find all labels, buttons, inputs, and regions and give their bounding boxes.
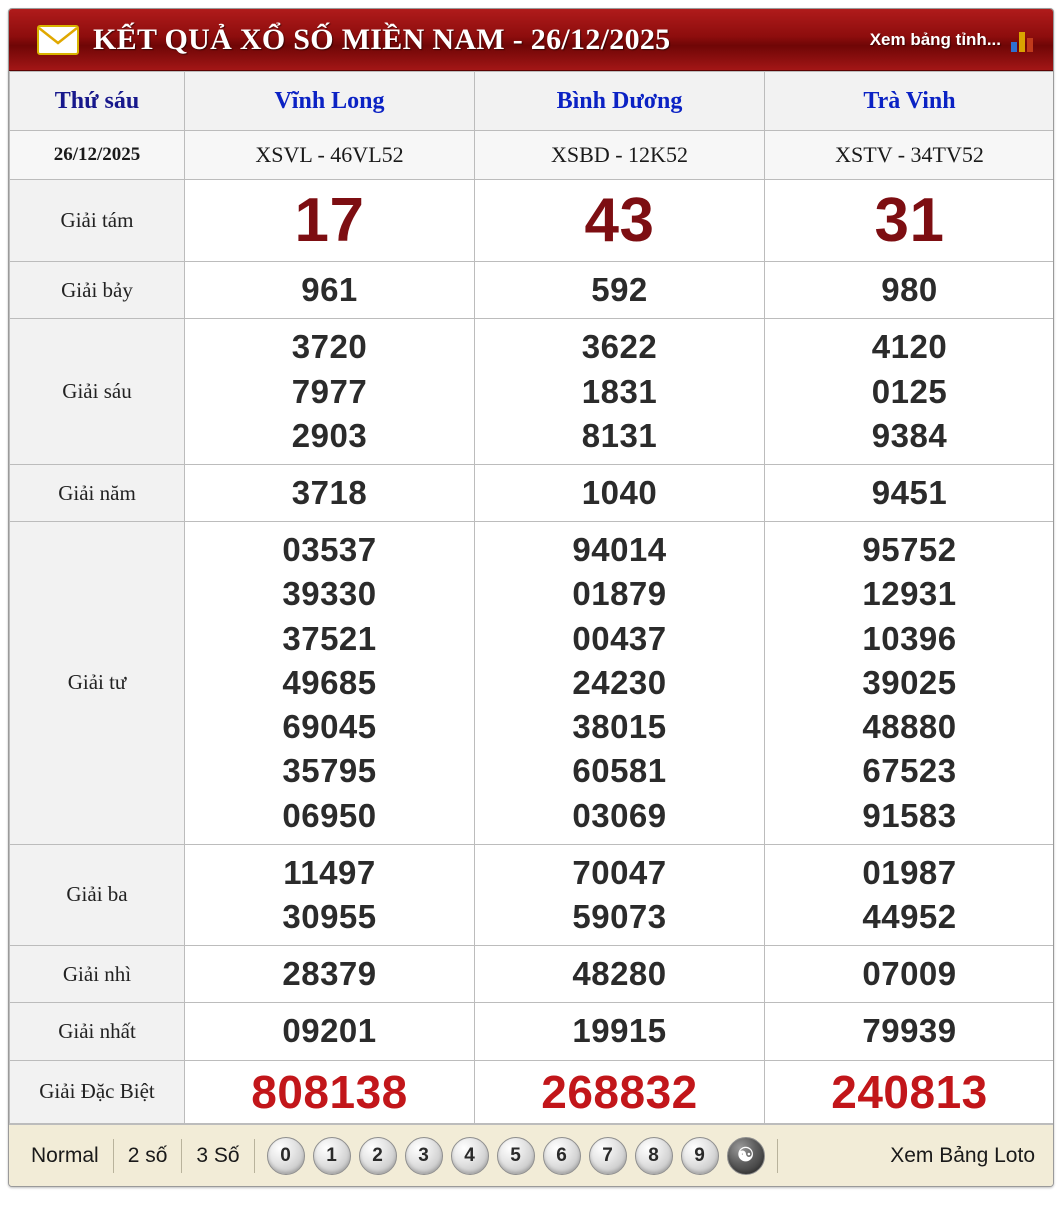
prize-values: 980 <box>765 262 1055 319</box>
digit-ball-2[interactable]: 2 <box>359 1137 397 1175</box>
prize-label: Giải năm <box>10 464 185 521</box>
prize-label: Giải tư <box>10 522 185 845</box>
view-province-table-link[interactable]: Xem bảng tỉnh... <box>869 29 1001 49</box>
prize-values: 43 <box>475 180 765 262</box>
mode-three-digit-button[interactable]: 3 Số <box>196 1143 240 1167</box>
prize-values: 95752 12931 10396 39025 48880 67523 91583 <box>765 522 1055 845</box>
prize-values: 9451 <box>765 464 1055 521</box>
ticket-code-row <box>10 131 1055 180</box>
ticket-code-1: XSBD - 12K52 <box>475 131 765 180</box>
divider <box>777 1139 778 1173</box>
weekday-header: Thứ sáu <box>10 72 185 131</box>
mail-icon <box>37 25 79 55</box>
digit-ball-9[interactable]: 9 <box>681 1137 719 1175</box>
table-row <box>10 946 1055 1003</box>
digit-ball-7[interactable]: 7 <box>589 1137 627 1175</box>
prize-values: 11497 30955 <box>185 844 475 945</box>
table-row <box>10 1060 1055 1124</box>
footer-toolbar <box>9 1124 1053 1186</box>
bar-chart-icon[interactable] <box>1011 28 1033 52</box>
prize-values: 1040 <box>475 464 765 521</box>
digit-ball-1[interactable]: 1 <box>313 1137 351 1175</box>
prize-values: 592 <box>475 262 765 319</box>
prize-values: 09201 <box>185 1003 475 1060</box>
table-row <box>10 844 1055 945</box>
prize-values: 94014 01879 00437 24230 38015 60581 03069 <box>475 522 765 845</box>
table-row <box>10 464 1055 521</box>
table-row <box>10 180 1055 262</box>
prize-label: Giải sáu <box>10 319 185 465</box>
results-table <box>9 71 1054 1124</box>
table-row <box>10 522 1055 845</box>
prize-values: 3718 <box>185 464 475 521</box>
prize-values: 28379 <box>185 946 475 1003</box>
province-header-2[interactable]: Trà Vinh <box>765 72 1055 131</box>
prize-label: Giải tám <box>10 180 185 262</box>
prize-values: 07009 <box>765 946 1055 1003</box>
yin-yang-icon[interactable]: ☯ <box>727 1137 765 1175</box>
prize-values: 70047 59073 <box>475 844 765 945</box>
prize-values: 01987 44952 <box>765 844 1055 945</box>
digit-ball-0[interactable]: 0 <box>267 1137 305 1175</box>
prize-values: 79939 <box>765 1003 1055 1060</box>
table-row <box>10 319 1055 465</box>
digit-filter-group <box>255 1137 777 1175</box>
draw-date: 26/12/2025 <box>10 131 185 180</box>
prize-label: Giải ba <box>10 844 185 945</box>
prize-values: 48280 <box>475 946 765 1003</box>
prize-label: Giải bảy <box>10 262 185 319</box>
digit-ball-8[interactable]: 8 <box>635 1137 673 1175</box>
prize-values: 31 <box>765 180 1055 262</box>
prize-label: Giải nhất <box>10 1003 185 1060</box>
digit-ball-4[interactable]: 4 <box>451 1137 489 1175</box>
header-bar <box>9 9 1053 71</box>
results-body <box>10 131 1055 1124</box>
prize-values: 4120 0125 9384 <box>765 319 1055 465</box>
ticket-code-2: XSTV - 34TV52 <box>765 131 1055 180</box>
view-loto-table-link[interactable]: Xem Bảng Loto <box>890 1143 1035 1167</box>
prize-values: 961 <box>185 262 475 319</box>
prize-values: 3622 1831 8131 <box>475 319 765 465</box>
prize-values: 240813 <box>765 1060 1055 1124</box>
prize-values: 268832 <box>475 1060 765 1124</box>
ticket-code-0: XSVL - 46VL52 <box>185 131 475 180</box>
table-row <box>10 262 1055 319</box>
mode-two-digit-button[interactable]: 2 số <box>127 1143 168 1167</box>
table-header-row <box>10 72 1055 131</box>
prize-values: 03537 39330 37521 49685 69045 35795 06950 <box>185 522 475 845</box>
prize-values: 3720 7977 2903 <box>185 319 475 465</box>
table-row <box>10 1003 1055 1060</box>
province-header-0[interactable]: Vĩnh Long <box>185 72 475 131</box>
digit-ball-6[interactable]: 6 <box>543 1137 581 1175</box>
prize-values: 808138 <box>185 1060 475 1124</box>
digit-ball-3[interactable]: 3 <box>405 1137 443 1175</box>
page-title: KẾT QUẢ XỔ SỐ MIỀN NAM - 26/12/2025 <box>93 22 671 56</box>
digit-ball-5[interactable]: 5 <box>497 1137 535 1175</box>
header-right-group <box>870 28 1043 52</box>
prize-label: Giải Đặc Biệt <box>10 1060 185 1124</box>
prize-label: Giải nhì <box>10 946 185 1003</box>
prize-values: 17 <box>185 180 475 262</box>
prize-values: 19915 <box>475 1003 765 1060</box>
province-header-1[interactable]: Bình Dương <box>475 72 765 131</box>
mode-normal-button[interactable]: Normal <box>31 1143 99 1167</box>
lottery-result-panel <box>8 8 1054 1187</box>
